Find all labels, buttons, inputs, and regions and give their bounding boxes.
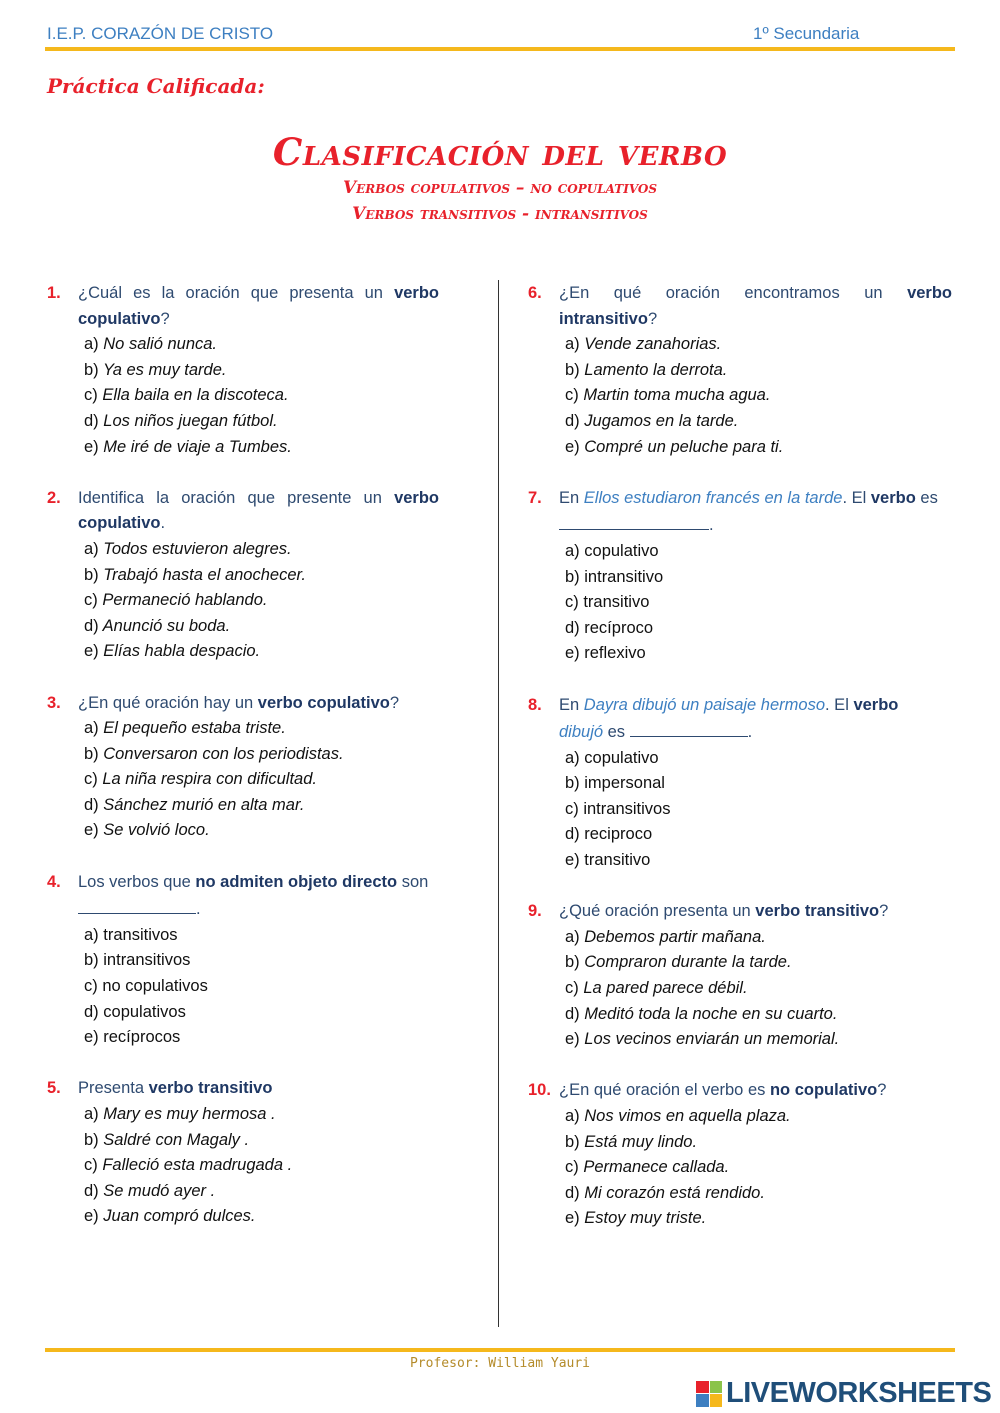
option-text: Todos estuvieron alegres.	[103, 539, 292, 558]
stem-keyword: verbo transitivo	[755, 902, 880, 921]
option-letter: d)	[565, 618, 580, 637]
option-c[interactable]	[565, 976, 952, 1002]
subtitle-copulativos: Verbos copulativos – no copulativos	[342, 178, 658, 198]
option-letter: d)	[84, 1002, 99, 1021]
option-text: intransitivos	[103, 951, 191, 970]
stem-keyword: verbo	[853, 695, 899, 714]
option-text: Nos vimos en aquella plaza.	[584, 1107, 791, 1125]
question-number: 4.	[47, 872, 61, 891]
question-stem	[559, 281, 952, 332]
option-e[interactable]	[84, 639, 439, 665]
option-letter: e)	[84, 821, 99, 840]
option-text: intransitivo	[584, 567, 664, 586]
stem-text: .	[709, 516, 714, 535]
option-b[interactable]	[84, 742, 439, 768]
option-list	[565, 746, 952, 874]
option-b[interactable]	[565, 1130, 952, 1156]
option-list	[565, 332, 952, 460]
option-list	[565, 1104, 952, 1232]
option-list	[84, 716, 439, 844]
option-text: impersonal	[584, 774, 665, 793]
option-text: Mary es muy hermosa .	[103, 1105, 276, 1123]
option-letter: a)	[565, 1107, 580, 1125]
option-e[interactable]	[565, 641, 952, 667]
question-6	[528, 281, 952, 460]
option-letter: b)	[84, 744, 99, 763]
stem-text: . El	[842, 488, 871, 507]
option-letter: b)	[84, 565, 99, 584]
question-stem	[78, 870, 439, 923]
option-text: Se mudó ayer .	[103, 1181, 216, 1200]
option-text: no copulativos	[102, 977, 208, 996]
stem-text: En	[559, 488, 584, 507]
stem-keyword: verbo copulativo	[78, 284, 439, 328]
option-text: Permanece callada.	[583, 1158, 730, 1177]
header-rule	[45, 47, 955, 51]
question-number: 3.	[47, 693, 61, 712]
liveworksheets-brand[interactable]	[696, 1377, 991, 1410]
stem-text: es	[915, 488, 938, 507]
stem-text: ?	[879, 902, 889, 921]
option-d[interactable]	[565, 1002, 952, 1028]
option-letter: c)	[84, 386, 98, 405]
option-letter: e)	[84, 1207, 99, 1226]
option-c[interactable]	[84, 1153, 439, 1179]
option-a[interactable]	[84, 332, 439, 358]
option-text: copulativo	[584, 541, 659, 560]
option-text: copulativos	[103, 1002, 186, 1021]
option-list	[84, 923, 439, 1051]
option-text: Saldré con Magaly .	[103, 1130, 250, 1149]
option-a[interactable]	[84, 537, 439, 563]
option-letter: a)	[565, 541, 580, 560]
option-text: recíproco	[584, 618, 654, 637]
option-text: Falleció esta madrugada .	[102, 1156, 293, 1175]
option-letter: d)	[565, 825, 580, 844]
option-b[interactable]	[565, 358, 952, 384]
option-letter: e)	[565, 851, 580, 870]
question-stem	[78, 691, 439, 717]
option-a[interactable]	[84, 1102, 439, 1128]
option-text: Se volvió loco.	[103, 821, 210, 840]
option-letter: e)	[565, 1030, 580, 1049]
option-b[interactable]	[84, 563, 439, 589]
option-letter: b)	[565, 953, 580, 972]
option-letter: d)	[84, 1181, 99, 1200]
question-number: 9.	[528, 902, 542, 921]
stem-text: ?	[877, 1081, 887, 1100]
option-letter: b)	[565, 567, 580, 586]
answer-blank[interactable]	[78, 895, 196, 914]
option-text: La niña respira con dificultad.	[102, 770, 317, 789]
option-b[interactable]	[565, 950, 952, 976]
option-text: Lamento la derrota.	[584, 360, 728, 379]
question-stem	[78, 486, 439, 537]
question-stem	[559, 486, 952, 539]
stem-example-sentence: Ellos estudiaron francés en la tarde	[583, 488, 843, 507]
option-list	[84, 332, 439, 460]
option-a[interactable]	[565, 332, 952, 358]
footer-rule	[45, 1348, 955, 1352]
stem-text: ¿Cuál es la oración que presenta un	[78, 284, 395, 302]
right-column	[528, 281, 952, 1232]
option-text: Compré un peluche para ti.	[584, 437, 784, 456]
option-d[interactable]	[84, 1179, 439, 1205]
stem-text: es	[603, 723, 626, 742]
option-letter: d)	[565, 1183, 580, 1202]
option-letter: d)	[565, 1004, 580, 1023]
option-d[interactable]	[84, 614, 439, 640]
liveworksheets-logo-icon	[696, 1381, 722, 1407]
question-10	[528, 1078, 952, 1232]
option-letter: c)	[565, 593, 579, 612]
teacher-credit: Profesor: William Yauri	[409, 1356, 590, 1371]
option-letter: e)	[565, 437, 580, 456]
stem-text: En	[559, 695, 584, 714]
option-text: transitivos	[103, 925, 178, 944]
option-letter: d)	[84, 411, 99, 430]
stem-keyword: verbo	[870, 488, 916, 507]
stem-example-verb: dibujó	[559, 723, 604, 742]
option-text: Compraron durante la tarde.	[584, 953, 792, 972]
option-letter: c)	[84, 770, 98, 789]
option-text: Mi corazón está rendido.	[584, 1183, 765, 1202]
option-letter: e)	[84, 642, 99, 661]
question-number: 8.	[528, 695, 542, 714]
option-list	[565, 539, 952, 667]
option-b[interactable]	[84, 948, 439, 974]
stem-text: .	[196, 900, 201, 919]
option-text: reciproco	[584, 825, 653, 844]
option-letter: b)	[565, 360, 580, 379]
option-c[interactable]	[84, 767, 439, 793]
school-name: I.E.P. CORAZÓN DE CRISTO	[47, 24, 274, 43]
option-letter: d)	[84, 795, 99, 814]
option-text: Me iré de viaje a Tumbes.	[103, 437, 292, 456]
stem-text: ¿En qué oración encontramos un	[559, 284, 908, 302]
stem-keyword: no copulativo	[769, 1081, 878, 1100]
option-letter: a)	[84, 1105, 99, 1123]
question-number: 2.	[47, 488, 61, 507]
question-2	[47, 486, 439, 665]
option-e[interactable]	[565, 1206, 952, 1232]
option-text: Conversaron con los periodistas.	[103, 744, 344, 763]
option-b[interactable]	[84, 358, 439, 384]
option-e[interactable]	[565, 435, 952, 461]
option-letter: e)	[565, 644, 580, 663]
option-letter: a)	[84, 719, 99, 738]
stem-text: Los verbos que	[78, 872, 196, 891]
question-5	[47, 1076, 439, 1230]
option-text: copulativo	[584, 748, 659, 767]
stem-text: Presenta	[78, 1079, 149, 1098]
option-letter: d)	[565, 411, 580, 430]
question-4	[47, 870, 439, 1051]
question-stem	[559, 899, 952, 925]
option-text: Trabajó hasta el anochecer.	[103, 565, 306, 584]
option-letter: e)	[84, 1028, 99, 1047]
option-text: No salió nunca.	[103, 335, 218, 354]
option-c[interactable]	[565, 797, 952, 823]
option-text: Juan compró dulces.	[103, 1207, 256, 1226]
stem-text: ¿En qué oración el verbo es	[559, 1081, 770, 1100]
stem-text: son	[397, 872, 429, 891]
option-text: Ya es muy tarde.	[102, 360, 227, 379]
option-text: Permaneció hablando.	[102, 591, 268, 610]
stem-keyword: verbo intransitivo	[559, 284, 952, 328]
stem-text: ?	[389, 693, 400, 712]
option-text: Meditó toda la noche en su cuarto.	[584, 1004, 838, 1023]
option-text: recíprocos	[103, 1028, 181, 1047]
option-a[interactable]	[565, 925, 952, 951]
option-a[interactable]	[565, 539, 952, 565]
option-letter: b)	[565, 1132, 580, 1151]
practica-label: Práctica Calificada:	[47, 74, 265, 98]
grade-label: 1º Secundaria	[753, 24, 860, 43]
option-e[interactable]	[565, 848, 952, 874]
option-letter: a)	[565, 335, 580, 354]
option-d[interactable]	[565, 616, 952, 642]
option-text: Martin toma mucha agua.	[583, 386, 771, 405]
question-9	[528, 899, 952, 1053]
option-list	[84, 537, 439, 665]
left-column	[47, 281, 439, 1230]
question-1	[47, 281, 439, 460]
option-text: Los niños juegan fútbol.	[103, 411, 278, 430]
question-number: 7.	[528, 488, 542, 507]
option-c[interactable]	[565, 383, 952, 409]
stem-keyword: verbo copulativo	[257, 693, 390, 712]
stem-text: ?	[647, 309, 658, 328]
option-list	[565, 925, 952, 1053]
stem-text: ?	[160, 309, 170, 328]
question-stem	[559, 1078, 952, 1104]
option-text: Elías habla despacio.	[103, 642, 261, 661]
option-letter: a)	[84, 925, 99, 944]
option-letter: c)	[565, 386, 579, 405]
option-a[interactable]	[84, 716, 439, 742]
stem-keyword: verbo transitivo	[148, 1079, 273, 1098]
stem-text: ¿Qué oración presenta un	[559, 902, 756, 921]
option-letter: a)	[84, 539, 99, 558]
option-text: Está muy lindo.	[584, 1132, 698, 1151]
option-d[interactable]	[565, 1181, 952, 1207]
option-letter: c)	[565, 979, 579, 998]
option-letter: c)	[565, 799, 579, 818]
option-letter: a)	[565, 748, 580, 767]
option-c[interactable]	[84, 974, 439, 1000]
option-letter: b)	[84, 1130, 99, 1149]
option-text: Vende zanahorias.	[584, 335, 722, 354]
question-number: 6.	[528, 284, 542, 302]
question-8	[528, 693, 952, 874]
option-d[interactable]	[565, 409, 952, 435]
option-c[interactable]	[84, 383, 439, 409]
option-b[interactable]	[84, 1128, 439, 1154]
stem-example-sentence: Dayra dibujó un paisaje hermoso	[583, 695, 826, 714]
question-3	[47, 691, 439, 845]
option-letter: b)	[84, 360, 99, 379]
option-text: Debemos partir mañana.	[584, 927, 766, 946]
answer-blank[interactable]	[559, 511, 709, 530]
option-text: Sánchez murió en alta mar.	[103, 795, 305, 814]
option-c[interactable]	[84, 588, 439, 614]
option-letter: c)	[84, 591, 98, 610]
option-text: Jugamos en la tarde.	[584, 411, 739, 430]
option-letter: b)	[565, 774, 580, 793]
option-c[interactable]	[565, 590, 952, 616]
question-number: 1.	[47, 284, 61, 302]
answer-blank[interactable]	[630, 718, 748, 737]
option-text: reflexivo	[584, 644, 646, 663]
option-d[interactable]	[84, 793, 439, 819]
option-e[interactable]	[84, 1025, 439, 1051]
option-text: El pequeño estaba triste.	[103, 719, 286, 738]
option-e[interactable]	[84, 435, 439, 461]
stem-text: Identifica la oración que presente un	[78, 488, 395, 507]
option-list	[84, 1102, 439, 1230]
option-letter: e)	[84, 437, 99, 456]
option-a[interactable]	[565, 1104, 952, 1130]
question-stem	[78, 1076, 439, 1102]
question-number: 10.	[528, 1081, 551, 1100]
column-divider	[498, 280, 499, 1327]
option-letter: c)	[84, 977, 98, 996]
option-letter: d)	[84, 616, 99, 635]
question-7	[528, 486, 952, 667]
option-text: Los vecinos enviarán un memorial.	[584, 1030, 840, 1049]
option-text: intransitivos	[583, 799, 671, 818]
stem-keyword: verbo copulativo	[78, 488, 439, 533]
option-text: transitivo	[584, 851, 651, 870]
option-e[interactable]	[84, 818, 439, 844]
option-d[interactable]	[84, 1000, 439, 1026]
option-b[interactable]	[565, 771, 952, 797]
stem-text: .	[160, 514, 166, 533]
brand-name: LIVEWORKSHEETS	[726, 1377, 992, 1409]
option-a[interactable]	[565, 746, 952, 772]
stem-text: .	[747, 723, 753, 742]
stem-text: . El	[825, 695, 854, 714]
option-letter: c)	[565, 1158, 579, 1177]
option-text: La pared parece débil.	[583, 979, 748, 998]
stem-keyword: no admiten objeto directo	[195, 872, 398, 891]
option-letter: e)	[565, 1209, 580, 1228]
option-text: Anunció su boda.	[102, 616, 231, 635]
question-stem	[559, 693, 952, 746]
option-d[interactable]	[84, 409, 439, 435]
stem-text: ¿En qué oración hay un	[78, 693, 258, 712]
page-title: Clasificación del verbo	[272, 130, 728, 174]
option-letter: b)	[84, 951, 99, 970]
option-text: transitivo	[583, 593, 650, 612]
option-letter: c)	[84, 1156, 98, 1175]
option-text: Estoy muy triste.	[584, 1209, 707, 1228]
question-number: 5.	[47, 1079, 61, 1098]
option-e[interactable]	[565, 1027, 952, 1053]
option-letter: a)	[84, 335, 99, 354]
option-letter: a)	[565, 927, 580, 946]
option-text: Ella baila en la discoteca.	[102, 386, 289, 405]
option-c[interactable]	[565, 1155, 952, 1181]
option-a[interactable]	[84, 923, 439, 949]
option-d[interactable]	[565, 822, 952, 848]
question-stem	[78, 281, 439, 332]
subtitle-transitivos: Verbos transitivos - intransitivos	[352, 204, 648, 224]
option-e[interactable]	[84, 1204, 439, 1230]
option-b[interactable]	[565, 565, 952, 591]
